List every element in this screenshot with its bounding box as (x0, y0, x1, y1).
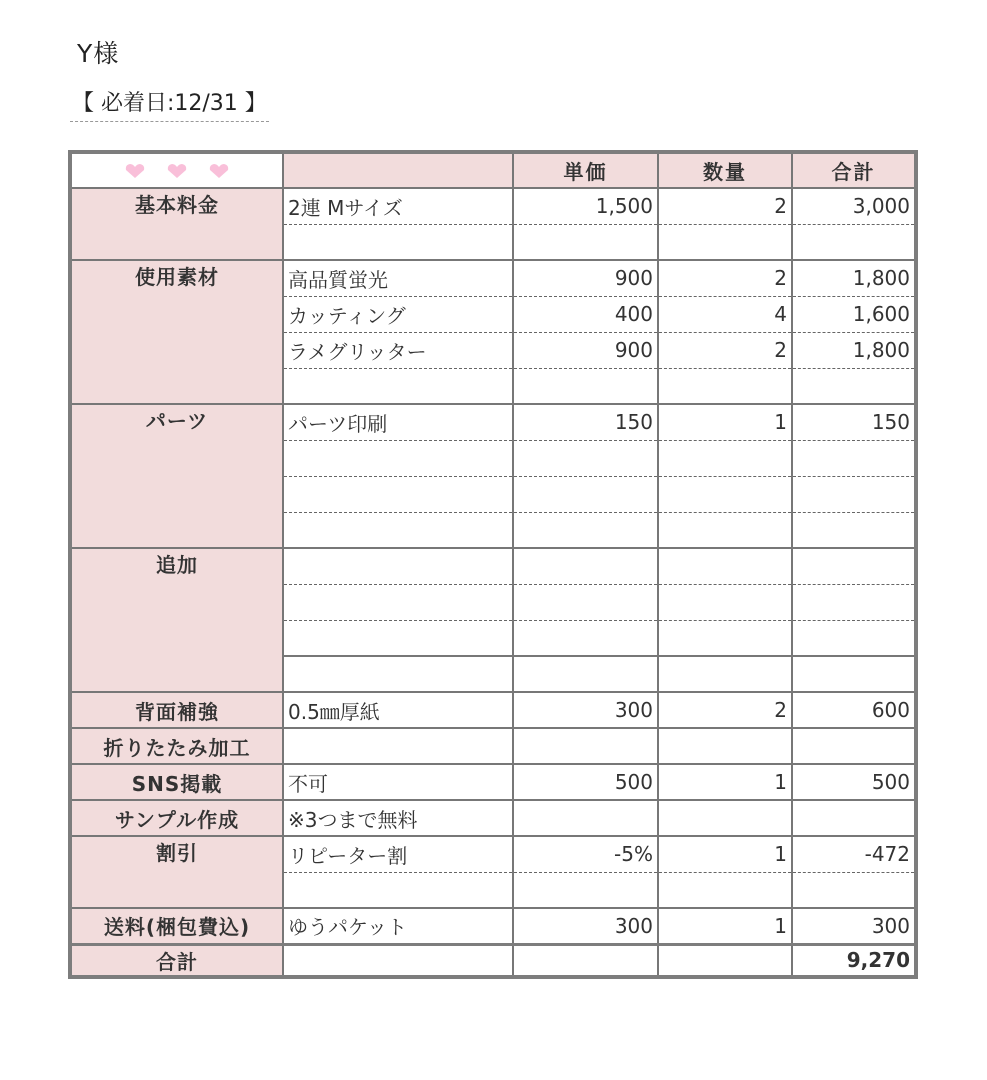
unit-price-cell[interactable] (513, 800, 658, 836)
empty-cell[interactable] (513, 944, 658, 977)
table-row (70, 836, 916, 872)
unit-price-cell[interactable]: 300 (513, 908, 658, 944)
quantity-cell[interactable] (658, 800, 792, 836)
quantity-cell[interactable] (658, 872, 792, 908)
quantity-cell[interactable]: 2 (658, 260, 792, 296)
header-unit-price: 単価 (513, 152, 658, 188)
category-label: 追加 (70, 548, 283, 692)
unit-price-cell[interactable] (513, 224, 658, 260)
item-description-cell[interactable] (283, 656, 513, 692)
item-description-cell[interactable]: 2連 Mサイズ (283, 188, 513, 224)
quantity-cell[interactable] (658, 728, 792, 764)
quantity-cell[interactable]: 2 (658, 332, 792, 368)
item-description-cell[interactable] (283, 584, 513, 620)
line-total-cell[interactable]: -472 (792, 836, 916, 872)
item-description-cell[interactable]: カッティング (283, 296, 513, 332)
empty-cell[interactable] (283, 944, 513, 977)
deadline-label: 【 必着日:12/31 】 (70, 86, 269, 122)
line-total-cell[interactable] (792, 620, 916, 656)
category-label: サンプル作成 (70, 800, 283, 836)
line-total-cell[interactable] (792, 800, 916, 836)
unit-price-cell[interactable]: 900 (513, 260, 658, 296)
item-description-cell[interactable]: 高品質蛍光 (283, 260, 513, 296)
line-total-cell[interactable]: 1,800 (792, 260, 916, 296)
quantity-cell[interactable] (658, 512, 792, 548)
unit-price-cell[interactable] (513, 872, 658, 908)
item-description-cell[interactable] (283, 224, 513, 260)
unit-price-cell[interactable] (513, 368, 658, 404)
quantity-cell[interactable]: 1 (658, 908, 792, 944)
item-description-cell[interactable]: ※3つまで無料 (283, 800, 513, 836)
quantity-cell[interactable] (658, 548, 792, 584)
item-description-cell[interactable]: パーツ印刷 (283, 404, 513, 440)
header-quantity: 数量 (658, 152, 792, 188)
quantity-cell[interactable] (658, 620, 792, 656)
estimate-table (68, 150, 918, 979)
quantity-cell[interactable]: 1 (658, 764, 792, 800)
item-description-cell[interactable]: リピーター割 (283, 836, 513, 872)
item-description-cell[interactable]: ゆうパケット (283, 908, 513, 944)
line-total-cell[interactable]: 150 (792, 404, 916, 440)
unit-price-cell[interactable] (513, 620, 658, 656)
item-description-cell[interactable] (283, 728, 513, 764)
table-row (70, 728, 916, 764)
line-total-cell[interactable]: 3,000 (792, 188, 916, 224)
line-total-cell[interactable] (792, 656, 916, 692)
line-total-cell[interactable] (792, 872, 916, 908)
item-description-cell[interactable] (283, 512, 513, 548)
item-description-cell[interactable] (283, 872, 513, 908)
table-header-row (70, 152, 916, 188)
empty-cell[interactable] (658, 944, 792, 977)
unit-price-cell[interactable]: 150 (513, 404, 658, 440)
line-total-cell[interactable] (792, 440, 916, 476)
table-row (70, 800, 916, 836)
header-description (283, 152, 513, 188)
category-label: 背面補強 (70, 692, 283, 728)
quantity-cell[interactable] (658, 440, 792, 476)
table-row (70, 404, 916, 440)
unit-price-cell[interactable]: -5% (513, 836, 658, 872)
item-description-cell[interactable]: 不可 (283, 764, 513, 800)
category-label: SNS掲載 (70, 764, 283, 800)
grand-total-row (70, 944, 916, 977)
line-total-cell[interactable] (792, 548, 916, 584)
quantity-cell[interactable] (658, 656, 792, 692)
line-total-cell[interactable] (792, 512, 916, 548)
line-total-cell[interactable]: 1,600 (792, 296, 916, 332)
quantity-cell[interactable] (658, 224, 792, 260)
category-label: 折りたたみ加工 (70, 728, 283, 764)
heart-icon (209, 164, 229, 178)
quantity-cell[interactable] (658, 476, 792, 512)
item-description-cell[interactable] (283, 440, 513, 476)
line-total-cell[interactable] (792, 476, 916, 512)
unit-price-cell[interactable] (513, 728, 658, 764)
item-description-cell[interactable] (283, 548, 513, 584)
table-row (70, 260, 916, 296)
quantity-cell[interactable] (658, 368, 792, 404)
category-label: 割引 (70, 836, 283, 908)
unit-price-cell[interactable]: 900 (513, 332, 658, 368)
unit-price-cell[interactable] (513, 548, 658, 584)
table-row (70, 692, 916, 728)
line-total-cell[interactable] (792, 368, 916, 404)
decoration-cell (70, 152, 283, 188)
line-total-cell[interactable]: 500 (792, 764, 916, 800)
unit-price-cell[interactable]: 500 (513, 764, 658, 800)
line-total-cell[interactable]: 1,800 (792, 332, 916, 368)
quantity-cell[interactable]: 1 (658, 404, 792, 440)
category-label: パーツ (70, 404, 283, 548)
quantity-cell[interactable]: 2 (658, 188, 792, 224)
table-row (70, 908, 916, 944)
quantity-cell[interactable]: 1 (658, 836, 792, 872)
heart-icon (125, 164, 145, 178)
category-label: 基本料金 (70, 188, 283, 260)
table-row (70, 764, 916, 800)
unit-price-cell[interactable]: 1,500 (513, 188, 658, 224)
unit-price-cell[interactable] (513, 512, 658, 548)
unit-price-cell[interactable] (513, 440, 658, 476)
header-total: 合計 (792, 152, 916, 188)
line-total-cell[interactable]: 600 (792, 692, 916, 728)
item-description-cell[interactable]: ラメグリッター (283, 332, 513, 368)
table-row (70, 548, 916, 584)
item-description-cell[interactable] (283, 476, 513, 512)
quantity-cell[interactable] (658, 584, 792, 620)
line-total-cell[interactable]: 300 (792, 908, 916, 944)
customer-name: Y様 (77, 39, 120, 68)
category-label: 送料(梱包費込) (70, 908, 283, 944)
grand-total-value[interactable]: 9,270 (792, 944, 916, 977)
unit-price-cell[interactable]: 400 (513, 296, 658, 332)
item-description-cell[interactable]: 0.5㎜厚紙 (283, 692, 513, 728)
table-row (70, 188, 916, 224)
quantity-cell[interactable]: 4 (658, 296, 792, 332)
unit-price-cell[interactable] (513, 656, 658, 692)
category-label: 使用素材 (70, 260, 283, 404)
grand-total-label: 合計 (70, 944, 283, 977)
line-total-cell[interactable] (792, 728, 916, 764)
unit-price-cell[interactable] (513, 584, 658, 620)
line-total-cell[interactable] (792, 584, 916, 620)
line-total-cell[interactable] (792, 224, 916, 260)
heart-icon (167, 164, 187, 178)
item-description-cell[interactable] (283, 620, 513, 656)
item-description-cell[interactable] (283, 368, 513, 404)
quantity-cell[interactable]: 2 (658, 692, 792, 728)
unit-price-cell[interactable] (513, 476, 658, 512)
unit-price-cell[interactable]: 300 (513, 692, 658, 728)
